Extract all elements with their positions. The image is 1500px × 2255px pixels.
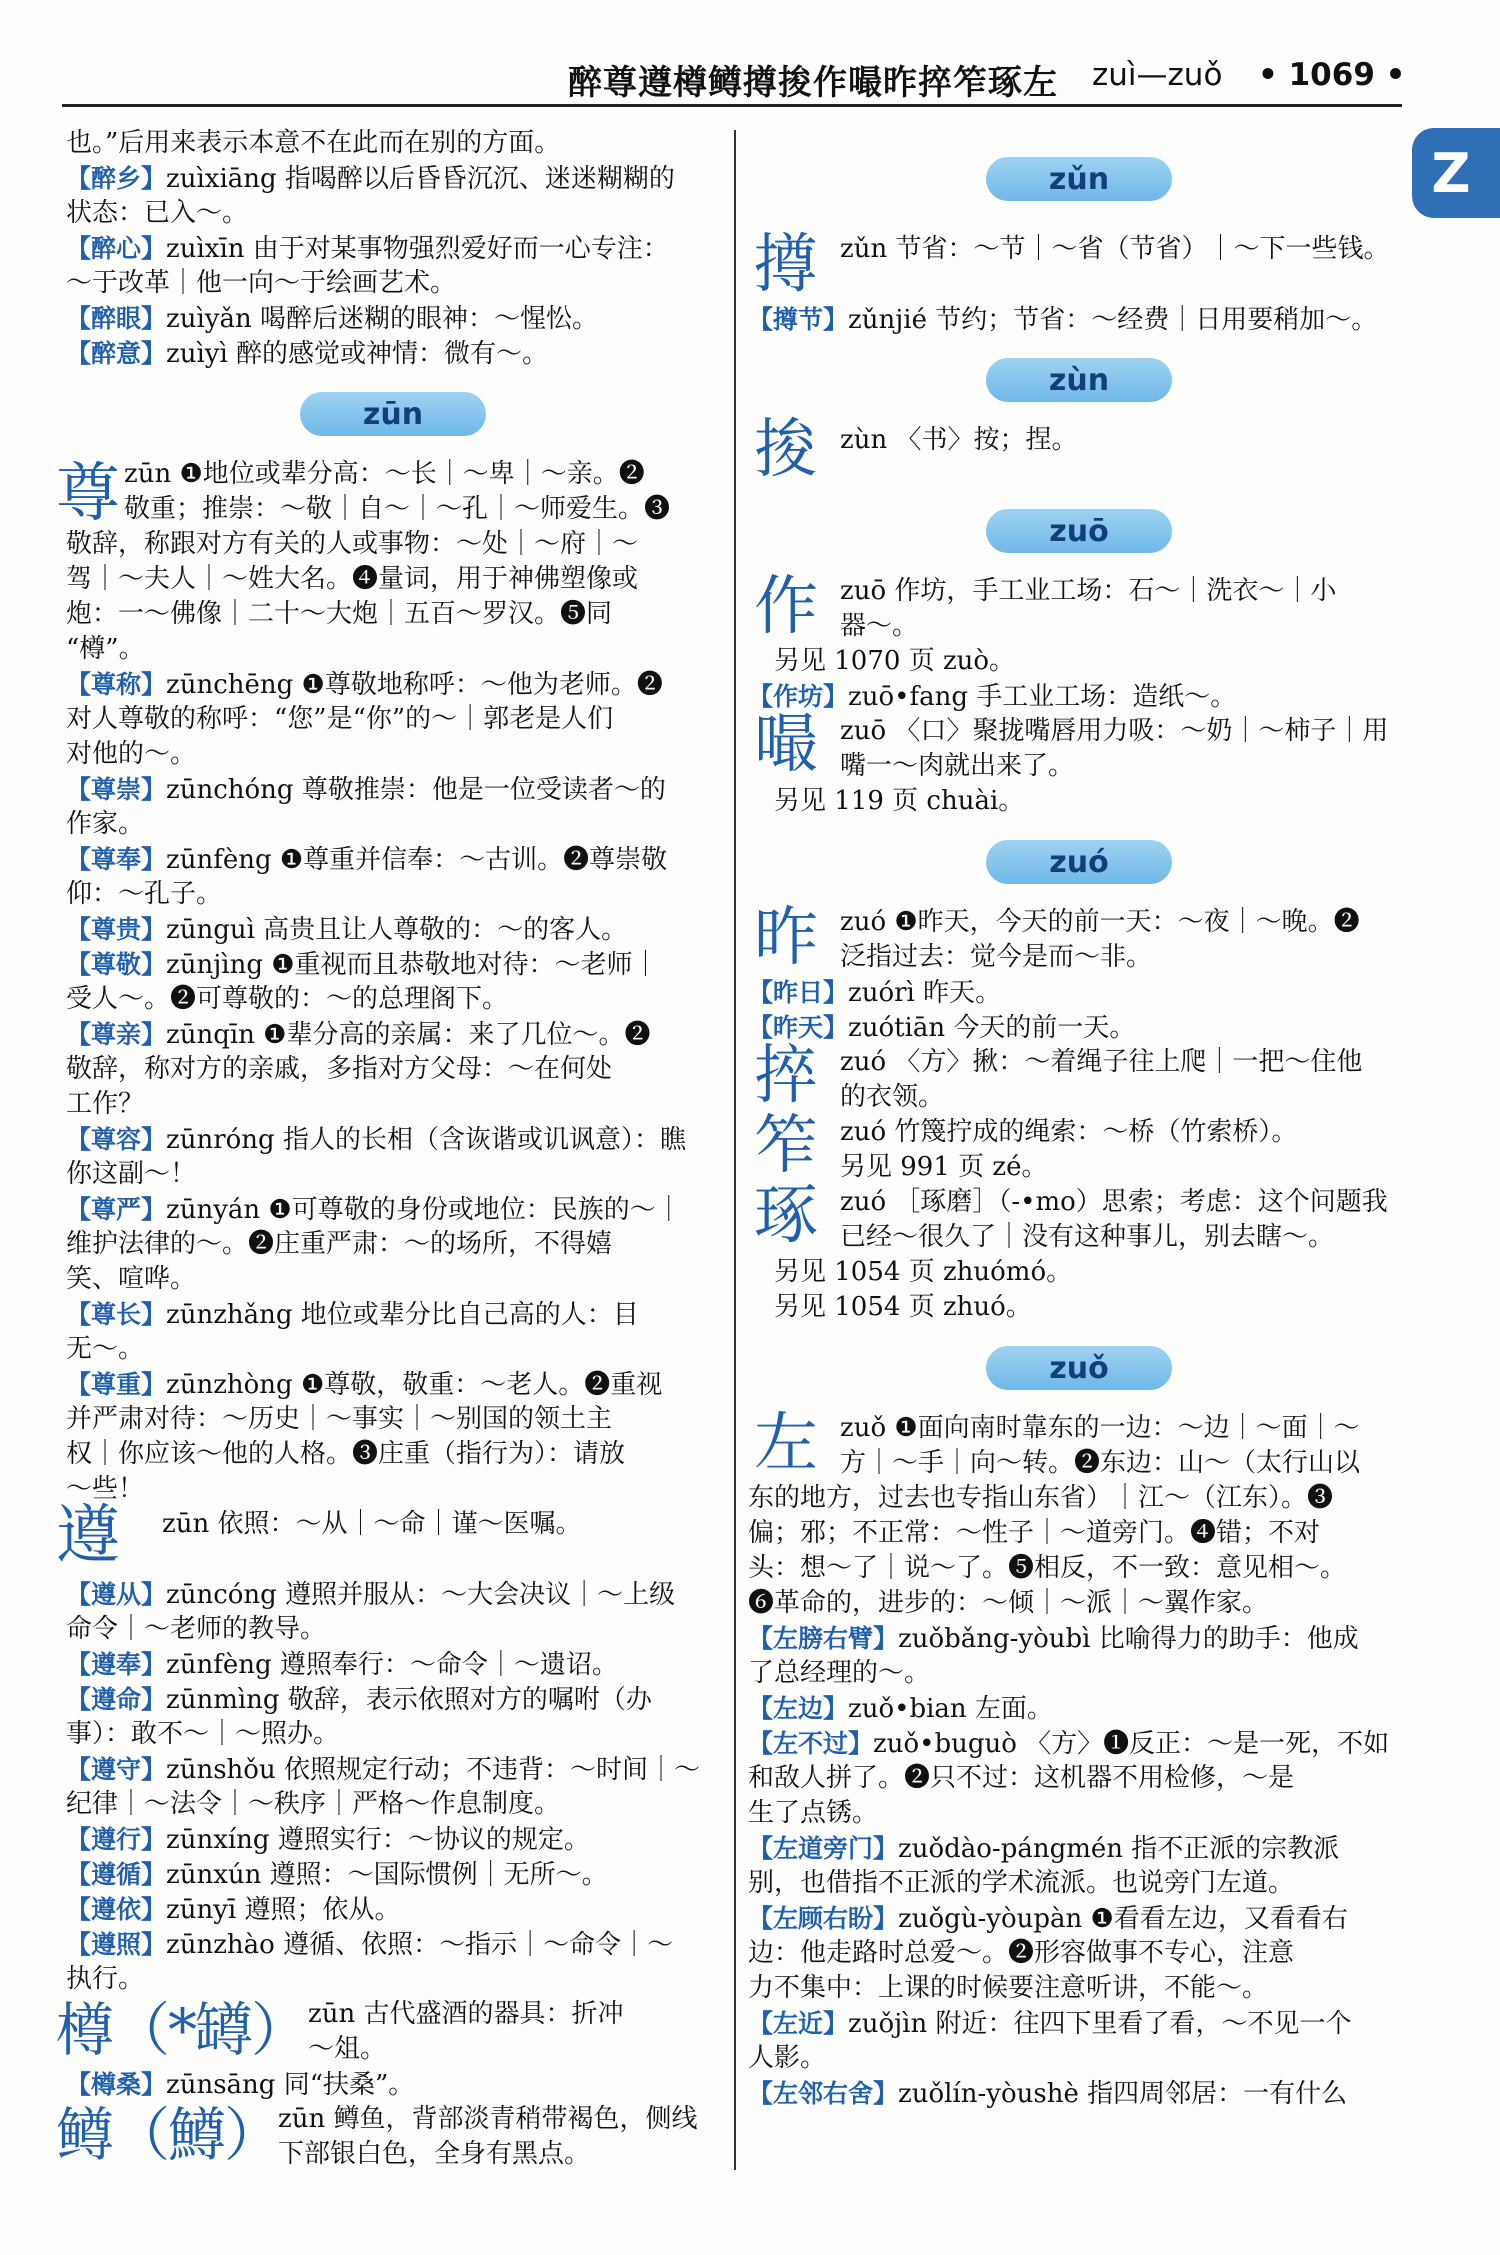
entry-line: 下部银白色，全身有黑点。 — [278, 2139, 591, 2169]
big-character: 笮 — [754, 1109, 818, 1183]
entry-line — [66, 1752, 720, 1787]
entry-line — [66, 1192, 720, 1227]
headword: 【昨日】 — [748, 978, 849, 1007]
entry-line: ～于改革｜他一向～于绘画艺术。 — [66, 268, 457, 298]
char-entry — [748, 570, 1410, 679]
entry-line: 敬重；推崇：～敬｜自～｜～孔｜～师爱生。❸ — [124, 494, 671, 524]
char-entry — [56, 1499, 720, 1577]
headword: 【尊严】 — [66, 1195, 167, 1224]
headword: 【撙节】 — [748, 305, 849, 334]
definition: zūnzhǎng 地位或辈分比自己高的人：目 — [166, 1300, 639, 1330]
entry-line: 和敌人拼了。❷只不过：这机器不用检修，～是 — [748, 1763, 1295, 1793]
headword: 【左近】 — [748, 2009, 849, 2038]
section-header — [748, 337, 1410, 423]
entry-line: 状态：已入～。 — [66, 198, 249, 228]
big-character: 尊 — [56, 457, 120, 531]
char-entry — [748, 1407, 1410, 1621]
section-header — [66, 371, 720, 457]
headword: 【尊崇】 — [66, 775, 167, 804]
header-pinyin-range: zuì—zuǒ — [1092, 57, 1223, 93]
entry-line — [748, 302, 1410, 337]
char-entry — [748, 1039, 1410, 1115]
definition: zuǒlín-yòushè 指四周邻居：一有什么 — [898, 2079, 1348, 2109]
entry-line: zuó ［琢磨］（-•mo）思索；考虑：这个问题我 — [840, 1187, 1388, 1217]
definition: zūnmìng 敬辞，表示依照对方的嘱咐（办 — [166, 1685, 652, 1715]
entry-line: 东的地方，过去也专指山东省）｜江～（江东）。❸ — [748, 1483, 1334, 1513]
definition: zūnchóng 尊敬推崇：他是一位受读者～的 — [166, 775, 666, 805]
page-number: • 1069 • — [1258, 57, 1406, 93]
entry-line: 也。”后用来表示本意不在此而在别的方面。 — [66, 128, 561, 158]
char-entry — [748, 1179, 1410, 1325]
headword: 【左膀右臂】 — [748, 1624, 899, 1653]
entry-line: 敬辞，称对方的亲戚，多指对方父母：～在何处 — [66, 1054, 613, 1084]
entry-line — [66, 947, 720, 982]
entry-line: ～些！ — [66, 1474, 145, 1504]
definition: zūnqīn ❶辈分高的亲属：来了几位～。❷ — [166, 1020, 651, 1050]
definition: zuórì 昨天。 — [848, 978, 1002, 1008]
headword: 【尊长】 — [66, 1300, 167, 1329]
big-character: 琢 — [754, 1179, 818, 1253]
entry-line: 人影。 — [748, 2043, 827, 2073]
entry-line — [748, 1691, 1410, 1726]
entry-line — [66, 1297, 720, 1332]
definition: zuìxiāng 指喝醉以后昏昏沉沉、迷迷糊糊的 — [166, 164, 675, 194]
char-entry — [56, 457, 720, 667]
big-character: 捘 — [754, 413, 818, 487]
entry-line — [748, 1010, 1410, 1045]
entry-line: 边：他走路时总爱～。❷形容做事不专心，注意 — [748, 1938, 1295, 1968]
page-header — [0, 0, 1500, 120]
entry-line: zuō 作坊，手工业工场：石～｜洗衣～｜小 — [840, 576, 1337, 606]
definition: zuǒdào-pángmén 指不正派的宗教派 — [898, 1834, 1340, 1864]
definition: zūnyī 遵照；依从。 — [166, 1895, 401, 1925]
entry-line: zūn ❶地位或辈分高：～长｜～卑｜～亲。❷ — [124, 459, 645, 489]
entry-line — [748, 1621, 1410, 1656]
entry-line: 头：想～了｜说～了。❺相反，不一致：意见相～。 — [748, 1553, 1347, 1583]
entry-line: 你这副～！ — [66, 1159, 197, 1189]
entry-line: 偏；邪；不正常：～性子｜～道旁门。❹错；不对 — [748, 1518, 1321, 1548]
entry-line — [66, 1647, 720, 1682]
definition: zūnyán ❶可尊敬的身份或地位：民族的～｜ — [166, 1195, 682, 1225]
entry-line — [66, 301, 720, 336]
entry-line: zūn 古代盛酒的器具：折冲 — [308, 1999, 624, 2029]
definition: zuō•fang 手工业工场：造纸～。 — [848, 682, 1237, 712]
big-character: 鳟（鱒） — [56, 2101, 281, 2169]
headword: 【遵依】 — [66, 1895, 167, 1924]
entry-line: zuó ❶昨天，今天的前一天：～夜｜～晚。❷ — [840, 907, 1360, 937]
definition: zūnzhòng ❶尊敬，敬重：～老人。❷重视 — [166, 1370, 663, 1400]
char-entry — [748, 413, 1410, 488]
entry-line: 炮：一～佛像｜二十～大炮｜五百～罗汉。❺同 — [66, 599, 613, 629]
big-character: 遵 — [56, 1499, 120, 1573]
char-entry — [748, 708, 1410, 819]
cross-reference: 另见 119 页 chuài。 — [774, 786, 1025, 816]
headword: 【樽桑】 — [66, 2070, 167, 2099]
headword: 【遵命】 — [66, 1685, 167, 1714]
column-divider — [734, 130, 736, 2170]
pinyin-pill: zuó — [986, 840, 1172, 884]
big-character: 樽（*罇） — [56, 1996, 308, 2064]
definition: zuǒ•bian 左面。 — [848, 1694, 1053, 1724]
entry-line: 命令｜～老师的教导。 — [66, 1614, 327, 1644]
entry-line: ❻革命的，进步的：～倾｜～派｜～翼作家。 — [748, 1588, 1269, 1618]
entry-line — [66, 912, 720, 947]
entry-line — [66, 231, 720, 266]
entry-line: 驾｜～夫人｜～姓大名。❹量词，用于神佛塑像或 — [66, 564, 639, 594]
definition: zuótiān 今天的前一天。 — [848, 1013, 1136, 1043]
headword: 【作坊】 — [748, 682, 849, 711]
headword: 【尊亲】 — [66, 1020, 167, 1049]
entry-line: 笑、喧哗。 — [66, 1264, 197, 1294]
definition: zūnshǒu 依照规定行动；不违背：～时间｜～ — [166, 1755, 700, 1785]
cross-reference: 另见 991 页 zé。 — [840, 1152, 1048, 1182]
entry-line — [66, 842, 720, 877]
definition: zuǒjìn 附近：往四下里看了看，～不见一个 — [848, 2009, 1352, 2039]
entry-line: ～俎。 — [308, 2034, 387, 2064]
headword: 【遵守】 — [66, 1755, 167, 1784]
entry-line: 作家。 — [66, 809, 145, 839]
char-entry — [56, 2101, 720, 2172]
headword: 【醉心】 — [66, 234, 167, 263]
entry-line — [748, 2006, 1410, 2041]
entry-line: 仰：～孔子。 — [66, 879, 223, 909]
headword: 【遵从】 — [66, 1580, 167, 1609]
entry-line: 器～。 — [840, 611, 919, 641]
entry-line: 权｜你应该～他的人格。❸庄重（指行为）：请放 — [66, 1439, 626, 1469]
entry-line: 事）：敢不～｜～照办。 — [66, 1719, 340, 1749]
entry-line — [66, 1017, 720, 1052]
entry-line — [66, 772, 720, 807]
definition: zuǒbǎng-yòubì 比喻得力的助手：他成 — [898, 1624, 1359, 1654]
big-character: 嘬 — [754, 708, 818, 782]
entry-line — [748, 1831, 1410, 1866]
entry-line: zūn 依照：～从｜～命｜谨～医嘱。 — [162, 1509, 582, 1539]
headword: 【遵循】 — [66, 1860, 167, 1889]
entry-line: 力不集中：上课的时候要注意听讲，不能～。 — [748, 1973, 1269, 2003]
entry-line — [66, 667, 720, 702]
pinyin-pill: zuǒ — [986, 1346, 1172, 1390]
section-header — [748, 126, 1410, 232]
definition: zūnxún 遵照：～国际惯例｜无所～。 — [166, 1860, 608, 1890]
definition: zūnróng 指人的长相（含诙谐或讥讽意）：瞧 — [166, 1125, 686, 1155]
headword: 【左邻右舍】 — [748, 2079, 899, 2108]
entry-line — [66, 1122, 720, 1157]
pinyin-pill: zùn — [986, 358, 1172, 402]
headword: 【醉意】 — [66, 339, 167, 368]
entry-line: 生了点锈。 — [748, 1798, 879, 1828]
entry-line — [748, 679, 1410, 714]
definition: zuǒ•buguò 〈方〉❶反正：～是一死，不如 — [873, 1729, 1390, 1759]
entry-line: zùn 〈书〉按；捏。 — [840, 425, 1078, 455]
entry-line: 纪律｜～法令｜～秩序｜严格～作息制度。 — [66, 1789, 561, 1819]
headword: 【尊敬】 — [66, 950, 167, 979]
big-character: 捽 — [754, 1039, 818, 1113]
headword: 【遵行】 — [66, 1825, 167, 1854]
big-character: 撙 — [754, 228, 818, 302]
definition: zūnzhào 遵循、依照：～指示｜～命令｜～ — [166, 1930, 674, 1960]
definition: zuǒgù-yòupàn ❶看看左边，又看看右 — [898, 1904, 1348, 1934]
headword: 【尊贵】 — [66, 915, 167, 944]
header-title: 醉尊遵樽鳟撙捘作嘬昨捽笮琢左 — [568, 63, 1058, 103]
entry-line — [66, 1927, 720, 1962]
entry-line: 对人尊敬的称呼：“您”是“你”的～｜郭老是人们 — [66, 704, 614, 734]
entry-line: zuǒ ❶面向南时靠东的一边：～边｜～面｜～ — [840, 1413, 1360, 1443]
headword: 【尊奉】 — [66, 845, 167, 874]
char-entry — [748, 228, 1410, 302]
entry-line: “樽”。 — [66, 634, 145, 664]
entry-line — [748, 1901, 1410, 1936]
entry-line — [66, 1577, 720, 1612]
entry-line — [66, 1367, 720, 1402]
headword: 【遵照】 — [66, 1930, 167, 1959]
big-character: 作 — [754, 570, 818, 644]
cross-reference: 另见 1070 页 zuò。 — [774, 646, 1016, 676]
definition: zūncóng 遵照并服从：～大会决议｜～上级 — [166, 1580, 676, 1610]
definition: zuìyǎn 喝醉后迷糊的眼神：～惺忪。 — [166, 304, 598, 334]
headword: 【左边】 — [748, 1694, 849, 1723]
definition: zūnchēng ❶尊敬地称呼：～他为老师。❷ — [166, 670, 663, 700]
cross-reference: 另见 1054 页 zhuó。 — [774, 1292, 1032, 1322]
headword: 【左不过】 — [748, 1729, 874, 1758]
right-column — [748, 126, 1410, 2111]
entry-line: 受人～。❷可尊敬的：～的总理阁下。 — [66, 984, 509, 1014]
headword: 【尊称】 — [66, 670, 167, 699]
headword: 【左顾右盼】 — [748, 1904, 899, 1933]
entry-line: 已经～很久了｜没有这种事儿，别去瞎～。 — [840, 1222, 1335, 1252]
headword: 【醉眼】 — [66, 304, 167, 333]
entry-line: zuō 〈口〉聚拢嘴唇用力吸：～奶｜～柿子｜用 — [840, 716, 1389, 746]
headword: 【昨天】 — [748, 1013, 849, 1042]
definition: zūnfèng ❶尊重并信奉：～古训。❷尊崇敬 — [166, 845, 668, 875]
letter-thumb-tab: Z — [1412, 128, 1500, 218]
entry-line: zuó 〈方〉揪：～着绳子往上爬｜一把～住他 — [840, 1047, 1363, 1077]
entry-line: zūn 鳟鱼，背部淡青稍带褐色，侧线 — [278, 2104, 698, 2134]
entry-line: 工作？ — [66, 1089, 145, 1119]
entry-line — [748, 975, 1410, 1010]
headword: 【醉乡】 — [66, 164, 167, 193]
entry-line: 别，也借指不正派的学术流派。也说旁门左道。 — [748, 1868, 1295, 1898]
definition: zǔnjié 节约；节省：～经费｜日用要稍加～。 — [848, 305, 1378, 335]
section-header — [748, 488, 1410, 574]
left-column — [56, 126, 720, 2172]
headword: 【遵奉】 — [66, 1650, 167, 1679]
headword: 【尊容】 — [66, 1125, 167, 1154]
definition: zūnxíng 遵照实行：～协议的规定。 — [166, 1825, 590, 1855]
section-header — [748, 819, 1410, 905]
pinyin-pill: zuō — [986, 509, 1172, 553]
entry-line — [66, 336, 720, 371]
entry-line: 敬辞，称跟对方有关的人或事物：～处｜～府｜～ — [66, 529, 639, 559]
big-character: 左 — [754, 1407, 818, 1481]
entry-line: zuó 竹篾拧成的绳索：～桥（竹索桥）。 — [840, 1117, 1298, 1147]
char-entry — [56, 1996, 720, 2067]
definition: zuìxīn 由于对某事物强烈爱好而一心专注： — [166, 234, 669, 264]
entry-line: 并严肃对待：～历史｜～事实｜～别国的领土主 — [66, 1404, 613, 1434]
entry-line — [66, 1682, 720, 1717]
pinyin-pill: zǔn — [986, 157, 1172, 201]
headword: 【左道旁门】 — [748, 1834, 899, 1863]
pinyin-pill: zūn — [300, 392, 486, 436]
char-entry — [748, 901, 1410, 975]
entry-line: 泛指过去：觉今是而～非。 — [840, 942, 1153, 972]
definition: zūnsāng 同“扶桑”。 — [166, 2070, 415, 2100]
entry-line — [66, 2067, 720, 2102]
cross-reference: 另见 1054 页 zhuómó。 — [774, 1257, 1073, 1287]
entry-line: zǔn 节省：～节｜～省（节省）｜～下一些钱。 — [840, 234, 1390, 264]
entry-line: 的衣领。 — [840, 1082, 945, 1112]
entry-line: 嘴一～肉就出来了。 — [840, 751, 1075, 781]
entry-line — [66, 1822, 720, 1857]
entry-line — [66, 1892, 720, 1927]
definition: zuìyì 醉的感觉或神情：微有～。 — [166, 339, 549, 369]
definition: zūnguì 高贵且让人尊敬的：～的客人。 — [166, 915, 628, 945]
entry-line: 了总经理的～。 — [748, 1658, 931, 1688]
headword: 【尊重】 — [66, 1370, 167, 1399]
definition: zūnfèng 遵照奉行：～命令｜～遗诏。 — [166, 1650, 618, 1680]
entry-line — [66, 1857, 720, 1892]
header-rule — [62, 104, 1402, 107]
entry-line: 无～。 — [66, 1334, 145, 1364]
entry-line: 对他的～。 — [66, 739, 197, 769]
entry-line — [748, 2076, 1410, 2111]
char-entry — [748, 1109, 1410, 1185]
entry-line — [748, 1726, 1410, 1761]
section-header — [748, 1325, 1410, 1411]
entry-line: 执行。 — [66, 1964, 145, 1994]
entry-line — [66, 161, 720, 196]
big-character: 昨 — [754, 901, 818, 975]
entry-line: 方｜～手｜向～转。❷东边：山～（太行山以 — [840, 1448, 1361, 1478]
definition: zūnjìng ❶重视而且恭敬地对待：～老师｜ — [166, 950, 659, 980]
entry-line: 维护法律的～。❷庄重严肃：～的场所，不得嬉 — [66, 1229, 613, 1259]
